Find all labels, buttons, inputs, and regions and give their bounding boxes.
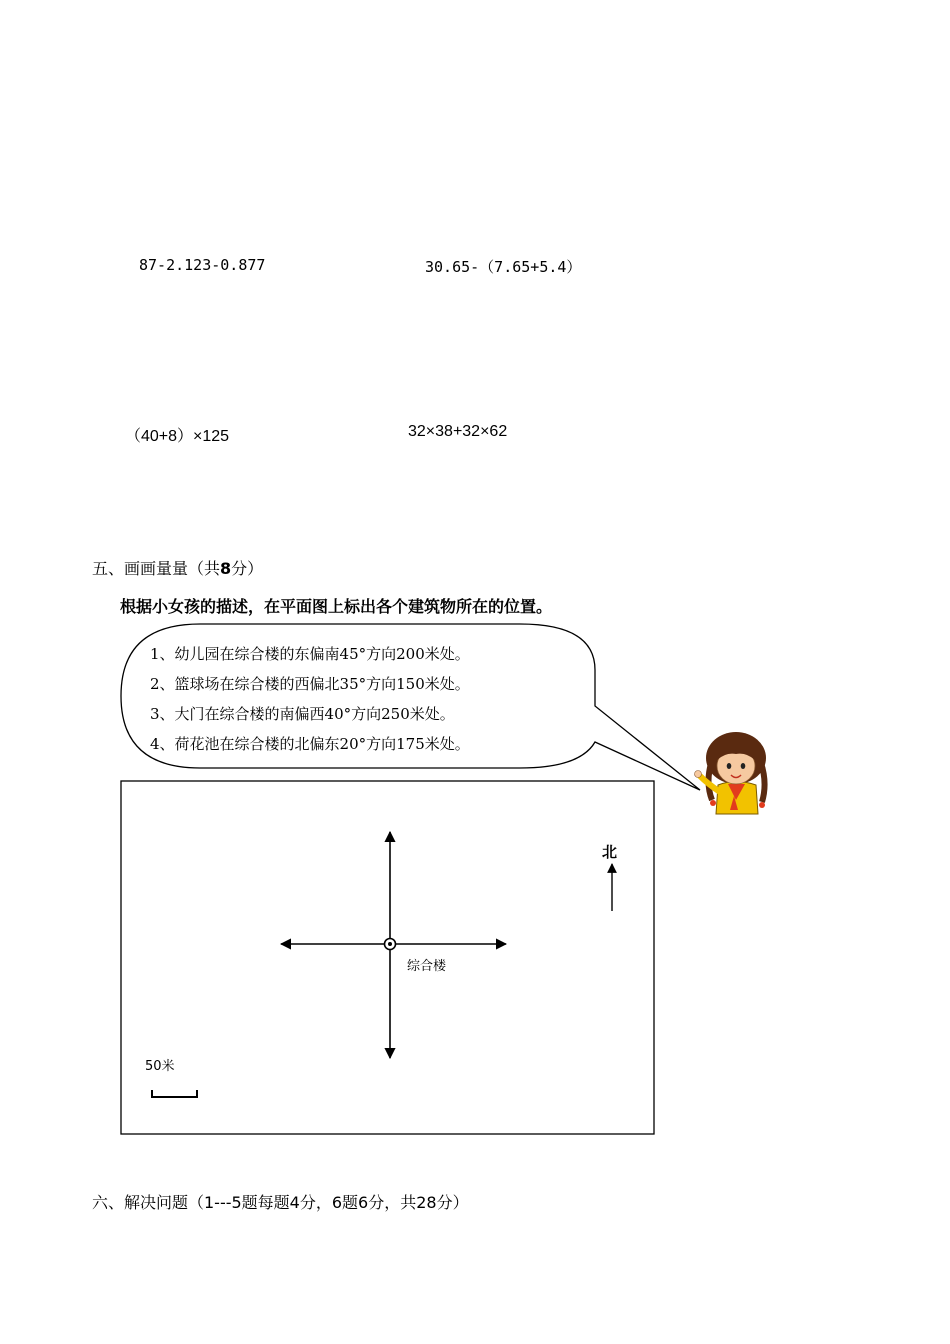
bubble-line-3: 3、大门在综合楼的南偏西40°方向250米处。 [150, 705, 455, 723]
girl-illustration-icon [695, 732, 767, 814]
section-5-heading: 五、画画量量（共8分） [92, 559, 264, 578]
map-frame [121, 781, 654, 1134]
section-6-heading: 六、解决问题（1---5题每题4分，6题6分，共28分） [92, 1193, 469, 1212]
north-label: 北 [602, 843, 618, 861]
center-building-label: 综合楼 [407, 959, 447, 974]
section-5-instruction: 根据小女孩的描述，在平面图上标出各个建筑物所在的位置。 [120, 597, 553, 616]
bubble-line-2: 2、篮球场在综合楼的西偏北35°方向150米处。 [150, 675, 470, 693]
scale-bar [152, 1090, 197, 1097]
bubble-line-4: 4、荷花池在综合楼的北偏东20°方向175米处。 [150, 735, 470, 753]
expression-2: 30.65-（7.65+5.4） [425, 258, 582, 276]
expression-1: 87-2.123-0.877 [139, 256, 266, 274]
expression-4: 32×38+32×62 [408, 423, 508, 440]
bubble-line-1: 1、幼儿园在综合楼的东偏南45°方向200米处。 [150, 645, 470, 663]
scale-label: 50米 [145, 1059, 175, 1074]
expression-3: （40+8）×125 [125, 428, 230, 445]
